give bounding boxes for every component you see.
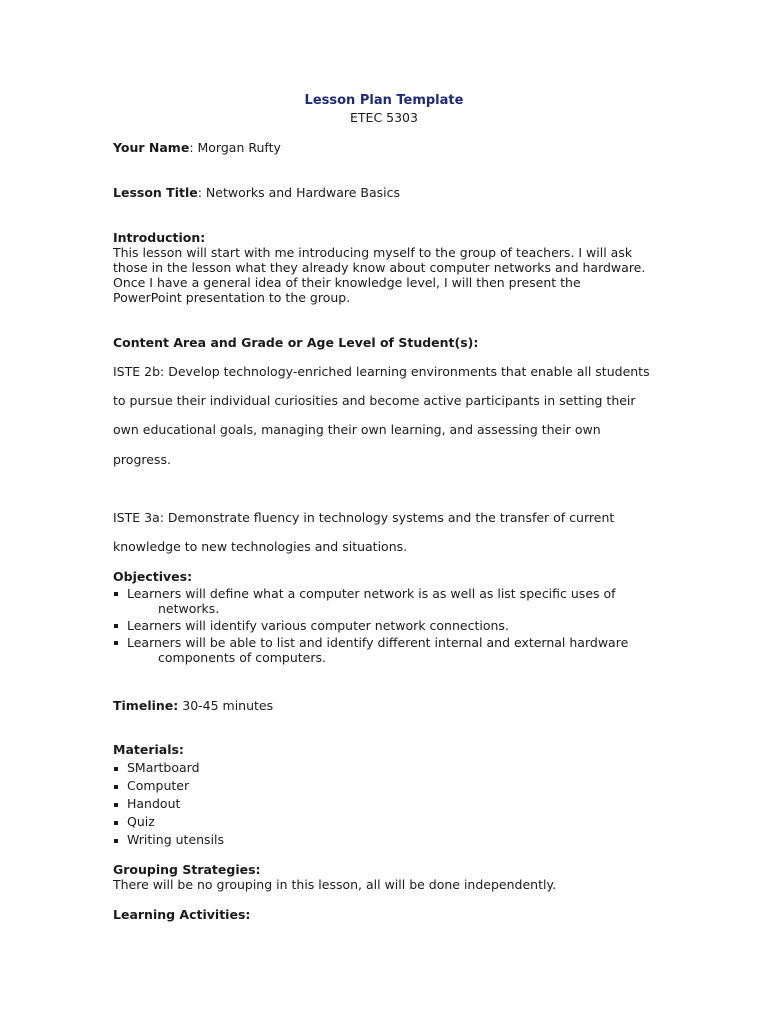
course-code: ETEC 5303 [350,110,418,125]
timeline-label: Timeline: [113,698,179,713]
materials-list [113,759,653,849]
list-item [113,813,653,831]
objectives-list [113,586,653,665]
list-item [113,795,653,813]
iste-3a-line: ISTE 3a: Demonstrate fluency in technology systems and the transfer of current [113,510,615,525]
document-title: Lesson Plan Template [304,93,464,108]
list-item [113,759,653,777]
materials-heading [113,742,184,757]
introduction-line: those in the lesson what they already know about computer networks and hardware. [113,260,646,275]
lesson-title-value: : Networks and Hardware Basics [197,185,401,200]
bullet-icon [114,785,118,789]
material-text: SMartboard [127,760,200,775]
lesson-title-field [113,185,400,200]
material-text: Computer [127,778,190,793]
grouping-heading: Grouping Strategies: [113,862,261,877]
iste-2b-line: progress. [113,452,171,467]
learning-activities-heading [113,907,250,922]
name-value: : Morgan Rufty [189,140,281,155]
list-item [113,635,653,665]
iste-2b-line: own educational goals, managing their own learning, and assessing their own [113,422,601,437]
list-item [113,618,653,633]
material-text: Writing utensils [127,832,225,847]
introduction-section [113,230,673,305]
bullet-icon [114,839,118,843]
introduction-line: This lesson will start with me introducing myself to the group of teachers. I will ask [113,245,633,260]
lesson-title-label: Lesson Title [113,185,198,200]
name-field [113,140,281,155]
objective-text: Learners will identify various computer network connections. [127,618,509,633]
objective-text: Learners will be able to list and identify different internal and external hardware [127,635,629,650]
bullet-icon [114,803,118,807]
learning-activities-heading-text: Learning Activities: [113,907,251,922]
list-item [113,831,653,849]
material-text: Quiz [127,814,155,829]
introduction-heading: Introduction: [113,230,206,245]
bullet-icon [114,767,118,771]
bullet-icon [114,821,118,825]
iste-3a-line: knowledge to new technologies and situations. [113,539,408,554]
iste-2b-line: ISTE 2b: Develop technology-enriched learning environments that enable all students [113,364,650,379]
content-area-heading-text: Content Area and Grade or Age Level of Student(s): [113,335,479,350]
list-item [113,777,653,795]
timeline-field [113,698,273,713]
grouping-text: There will be no grouping in this lesson, all will be done independently. [113,877,557,892]
iste-2b-line: to pursue their individual curiosities and become active participants in setting their [113,393,636,408]
objectives-heading-text: Objectives: [113,569,193,584]
content-area-heading [113,335,478,350]
grouping-section [113,862,673,892]
bullet-icon [114,624,118,628]
objective-continuation: networks. [158,601,220,616]
bullet-icon [114,641,118,645]
name-label: Your Name [113,140,190,155]
list-item [113,586,653,616]
timeline-value: 30-45 minutes [178,698,274,713]
materials-heading-text: Materials: [113,742,184,757]
material-text: Handout [127,796,181,811]
objective-text: Learners will define what a computer network is as well as list specific uses of [127,586,616,601]
objective-continuation: components of computers. [158,650,326,665]
introduction-line: PowerPoint presentation to the group. [113,290,351,305]
objectives-heading [113,569,192,584]
introduction-line: Once I have a general idea of their knowledge level, I will then present the [113,275,581,290]
bullet-icon [114,592,118,596]
